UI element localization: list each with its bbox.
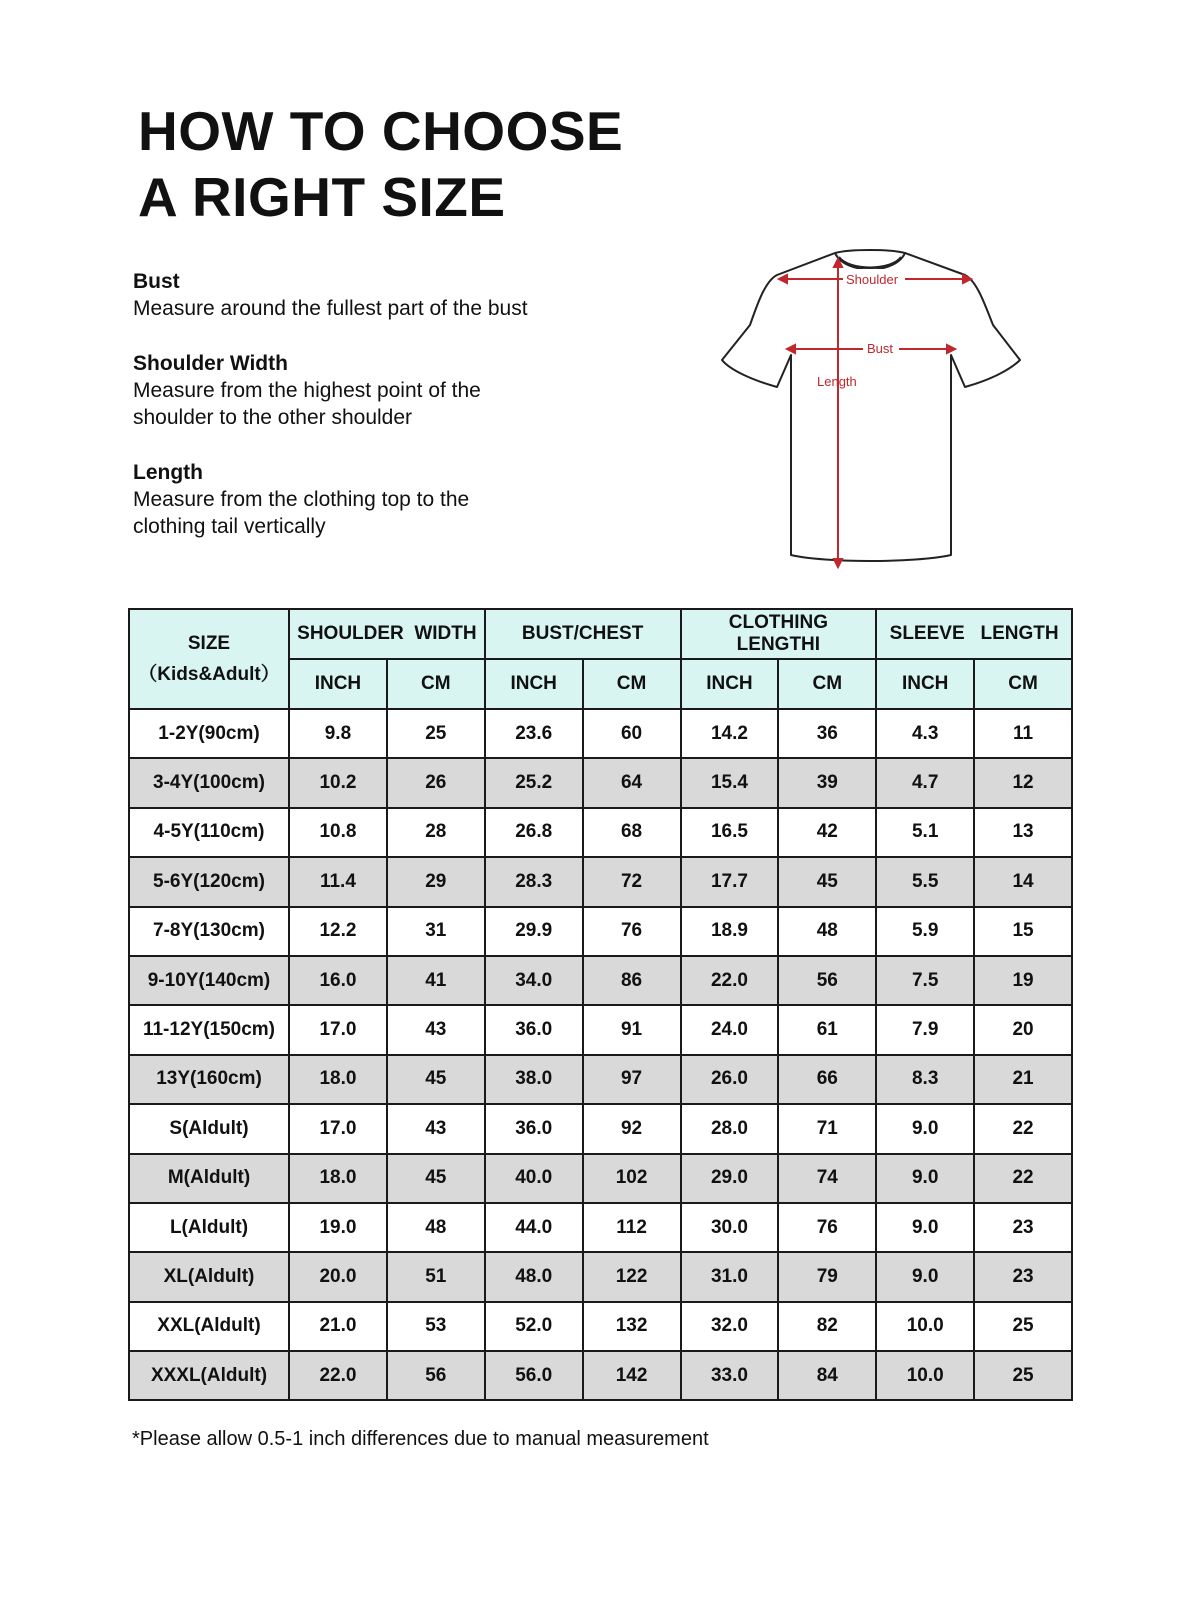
unit-header-inch: INCH — [485, 659, 583, 709]
measurement-cell: 23.6 — [485, 709, 583, 758]
size-label-cell: XL(Aldult) — [129, 1252, 289, 1301]
measurement-cell: 26.0 — [681, 1055, 779, 1104]
measurement-cell: 36.0 — [485, 1104, 583, 1153]
measurement-cell: 28.0 — [681, 1104, 779, 1153]
measurement-cell: 76 — [583, 907, 681, 956]
unit-header-inch: INCH — [681, 659, 779, 709]
measurement-cell: 12.2 — [289, 907, 387, 956]
measurement-cell: 64 — [583, 758, 681, 807]
measurement-cell: 84 — [778, 1351, 876, 1400]
table-row — [129, 1302, 1072, 1351]
measurement-cell: 7.9 — [876, 1005, 974, 1054]
measurement-cell: 122 — [583, 1252, 681, 1301]
measurement-cell: 13 — [974, 808, 1072, 857]
guide-heading: Bust — [133, 270, 180, 293]
measurement-cell: 17.0 — [289, 1104, 387, 1153]
measurement-cell: 82 — [778, 1302, 876, 1351]
measurement-cell: 25 — [387, 709, 485, 758]
size-label-cell: L(Aldult) — [129, 1203, 289, 1252]
size-label-cell: 5-6Y(120cm) — [129, 857, 289, 906]
measurement-cell: 17.7 — [681, 857, 779, 906]
measurement-cell: 18.9 — [681, 907, 779, 956]
size-label-cell: 11-12Y(150cm) — [129, 1005, 289, 1054]
diagram-label-shoulder: Shoulder — [846, 272, 899, 287]
size-chart-table — [128, 608, 1073, 1401]
measurement-cell: 45 — [387, 1055, 485, 1104]
page-title — [138, 98, 623, 230]
measurement-cell: 72 — [583, 857, 681, 906]
measurement-cell: 97 — [583, 1055, 681, 1104]
measurement-cell: 76 — [778, 1203, 876, 1252]
measurement-cell: 26.8 — [485, 808, 583, 857]
measurement-cell: 8.3 — [876, 1055, 974, 1104]
size-label-cell: 7-8Y(130cm) — [129, 907, 289, 956]
measurement-cell: 112 — [583, 1203, 681, 1252]
guide-text: Measure from the highest point of the shoulder to the other shoulder — [133, 379, 481, 429]
table-row — [129, 1203, 1072, 1252]
size-column-header — [129, 609, 289, 709]
measurement-cell: 74 — [778, 1154, 876, 1203]
measurement-cell: 56 — [387, 1351, 485, 1400]
measurement-cell: 44.0 — [485, 1203, 583, 1252]
tshirt-diagram — [715, 245, 1025, 575]
group-header-shoulder: SHOULDER WIDTH — [289, 609, 485, 659]
measurement-cell: 31 — [387, 907, 485, 956]
measurement-cell: 9.0 — [876, 1252, 974, 1301]
guide-text: Measure from the clothing top to the clothing tail vertically — [133, 488, 470, 538]
measurement-cell: 34.0 — [485, 956, 583, 1005]
measurement-cell: 4.7 — [876, 758, 974, 807]
measurement-cell: 22 — [974, 1104, 1072, 1153]
measurement-cell: 43 — [387, 1104, 485, 1153]
measurement-cell: 25 — [974, 1351, 1072, 1400]
table-row — [129, 1005, 1072, 1054]
measurement-cell: 10.2 — [289, 758, 387, 807]
measurement-cell: 29.9 — [485, 907, 583, 956]
measurement-cell: 45 — [778, 857, 876, 906]
table-row — [129, 1351, 1072, 1400]
guide-text: Measure around the fullest part of the bust — [133, 297, 528, 320]
measurement-cell: 22.0 — [681, 956, 779, 1005]
measurement-cell: 28.3 — [485, 857, 583, 906]
guide-bust — [133, 268, 693, 322]
measurement-cell: 102 — [583, 1154, 681, 1203]
unit-header-inch: INCH — [289, 659, 387, 709]
measurement-cell: 48.0 — [485, 1252, 583, 1301]
measurement-cell: 25.2 — [485, 758, 583, 807]
measurement-cell: 51 — [387, 1252, 485, 1301]
measurement-cell: 15.4 — [681, 758, 779, 807]
measurement-cell: 26 — [387, 758, 485, 807]
measurement-cell: 43 — [387, 1005, 485, 1054]
measurement-cell: 19 — [974, 956, 1072, 1005]
diagram-label-length: Length — [817, 374, 857, 389]
table-row — [129, 857, 1072, 906]
measurement-cell: 11 — [974, 709, 1072, 758]
title-line-2: A RIGHT SIZE — [138, 166, 506, 228]
measurement-cell: 4.3 — [876, 709, 974, 758]
measurement-cell: 25 — [974, 1302, 1072, 1351]
table-row — [129, 758, 1072, 807]
measurement-cell: 21.0 — [289, 1302, 387, 1351]
measurement-cell: 9.0 — [876, 1104, 974, 1153]
measurement-cell: 15 — [974, 907, 1072, 956]
measurement-cell: 10.0 — [876, 1351, 974, 1400]
measurement-cell: 9.0 — [876, 1203, 974, 1252]
measurement-cell: 9.0 — [876, 1154, 974, 1203]
measurement-guide — [133, 268, 693, 568]
size-label-cell: XXXL(Aldult) — [129, 1351, 289, 1400]
measurement-cell: 31.0 — [681, 1252, 779, 1301]
diagram-label-bust: Bust — [867, 341, 894, 356]
group-header-length: CLOTHING LENGTHI — [681, 609, 877, 659]
group-header-bust: BUST/CHEST — [485, 609, 681, 659]
size-label-cell: XXL(Aldult) — [129, 1302, 289, 1351]
measurement-cell: 14.2 — [681, 709, 779, 758]
measurement-cell: 142 — [583, 1351, 681, 1400]
measurement-cell: 21 — [974, 1055, 1072, 1104]
measurement-cell: 45 — [387, 1154, 485, 1203]
measurement-cell: 20 — [974, 1005, 1072, 1054]
size-label-cell: 9-10Y(140cm) — [129, 956, 289, 1005]
unit-header-cm: CM — [583, 659, 681, 709]
size-label-cell: 3-4Y(100cm) — [129, 758, 289, 807]
measurement-cell: 9.8 — [289, 709, 387, 758]
measurement-cell: 33.0 — [681, 1351, 779, 1400]
measurement-cell: 48 — [387, 1203, 485, 1252]
measurement-cell: 29 — [387, 857, 485, 906]
size-label-cell: 1-2Y(90cm) — [129, 709, 289, 758]
measurement-cell: 11.4 — [289, 857, 387, 906]
measurement-cell: 23 — [974, 1203, 1072, 1252]
measurement-cell: 56 — [778, 956, 876, 1005]
measurement-cell: 38.0 — [485, 1055, 583, 1104]
measurement-cell: 17.0 — [289, 1005, 387, 1054]
measurement-cell: 66 — [778, 1055, 876, 1104]
measurement-cell: 40.0 — [485, 1154, 583, 1203]
unit-header-inch: INCH — [876, 659, 974, 709]
measurement-cell: 24.0 — [681, 1005, 779, 1054]
table-row — [129, 709, 1072, 758]
measurement-cell: 60 — [583, 709, 681, 758]
measurement-cell: 23 — [974, 1252, 1072, 1301]
measurement-cell: 22.0 — [289, 1351, 387, 1400]
measurement-cell: 39 — [778, 758, 876, 807]
measurement-cell: 52.0 — [485, 1302, 583, 1351]
size-label-cell: 13Y(160cm) — [129, 1055, 289, 1104]
guide-shoulder — [133, 350, 503, 431]
measurement-cell: 5.5 — [876, 857, 974, 906]
table-row — [129, 1154, 1072, 1203]
unit-header-cm: CM — [387, 659, 485, 709]
measurement-cell: 42 — [778, 808, 876, 857]
measurement-cell: 5.9 — [876, 907, 974, 956]
measurement-cell: 86 — [583, 956, 681, 1005]
measurement-cell: 71 — [778, 1104, 876, 1153]
measurement-cell: 10.0 — [876, 1302, 974, 1351]
size-label-cell: 4-5Y(110cm) — [129, 808, 289, 857]
size-table-body — [129, 709, 1072, 1400]
measurement-cell: 20.0 — [289, 1252, 387, 1301]
measurement-cell: 7.5 — [876, 956, 974, 1005]
measurement-cell: 32.0 — [681, 1302, 779, 1351]
measurement-cell: 30.0 — [681, 1203, 779, 1252]
table-row — [129, 1104, 1072, 1153]
size-label-cell: S(Aldult) — [129, 1104, 289, 1153]
measurement-cell: 53 — [387, 1302, 485, 1351]
measurement-cell: 68 — [583, 808, 681, 857]
size-label-cell: M(Aldult) — [129, 1154, 289, 1203]
title-line-1: HOW TO CHOOSE — [138, 100, 624, 162]
measurement-cell: 29.0 — [681, 1154, 779, 1203]
size-header-sub: （Kids&Adult） — [138, 663, 280, 685]
guide-length — [133, 459, 503, 540]
measurement-cell: 56.0 — [485, 1351, 583, 1400]
measurement-cell: 16.5 — [681, 808, 779, 857]
measurement-cell: 91 — [583, 1005, 681, 1054]
measurement-cell: 14 — [974, 857, 1072, 906]
measurement-note: *Please allow 0.5-1 inch differences due to manual measurement — [132, 1428, 709, 1450]
measurement-cell: 61 — [778, 1005, 876, 1054]
measurement-cell: 18.0 — [289, 1055, 387, 1104]
table-row — [129, 907, 1072, 956]
measurement-cell: 16.0 — [289, 956, 387, 1005]
group-header-sleeve: SLEEVE LENGTH — [876, 609, 1072, 659]
measurement-cell: 36 — [778, 709, 876, 758]
measurement-cell: 41 — [387, 956, 485, 1005]
measurement-cell: 36.0 — [485, 1005, 583, 1054]
measurement-cell: 48 — [778, 907, 876, 956]
measurement-cell: 18.0 — [289, 1154, 387, 1203]
measurement-cell: 92 — [583, 1104, 681, 1153]
table-row — [129, 1055, 1072, 1104]
measurement-cell: 19.0 — [289, 1203, 387, 1252]
table-row — [129, 956, 1072, 1005]
measurement-cell: 12 — [974, 758, 1072, 807]
measurement-cell: 10.8 — [289, 808, 387, 857]
measurement-cell: 79 — [778, 1252, 876, 1301]
guide-heading: Length — [133, 461, 203, 484]
guide-heading: Shoulder Width — [133, 352, 288, 375]
measurement-cell: 132 — [583, 1302, 681, 1351]
unit-header-cm: CM — [974, 659, 1072, 709]
size-header-label: SIZE — [187, 632, 231, 654]
measurement-cell: 22 — [974, 1154, 1072, 1203]
measurement-cell: 5.1 — [876, 808, 974, 857]
table-row — [129, 808, 1072, 857]
tshirt-outline — [722, 250, 1020, 561]
measurement-cell: 28 — [387, 808, 485, 857]
unit-header-cm: CM — [778, 659, 876, 709]
table-row — [129, 1252, 1072, 1301]
